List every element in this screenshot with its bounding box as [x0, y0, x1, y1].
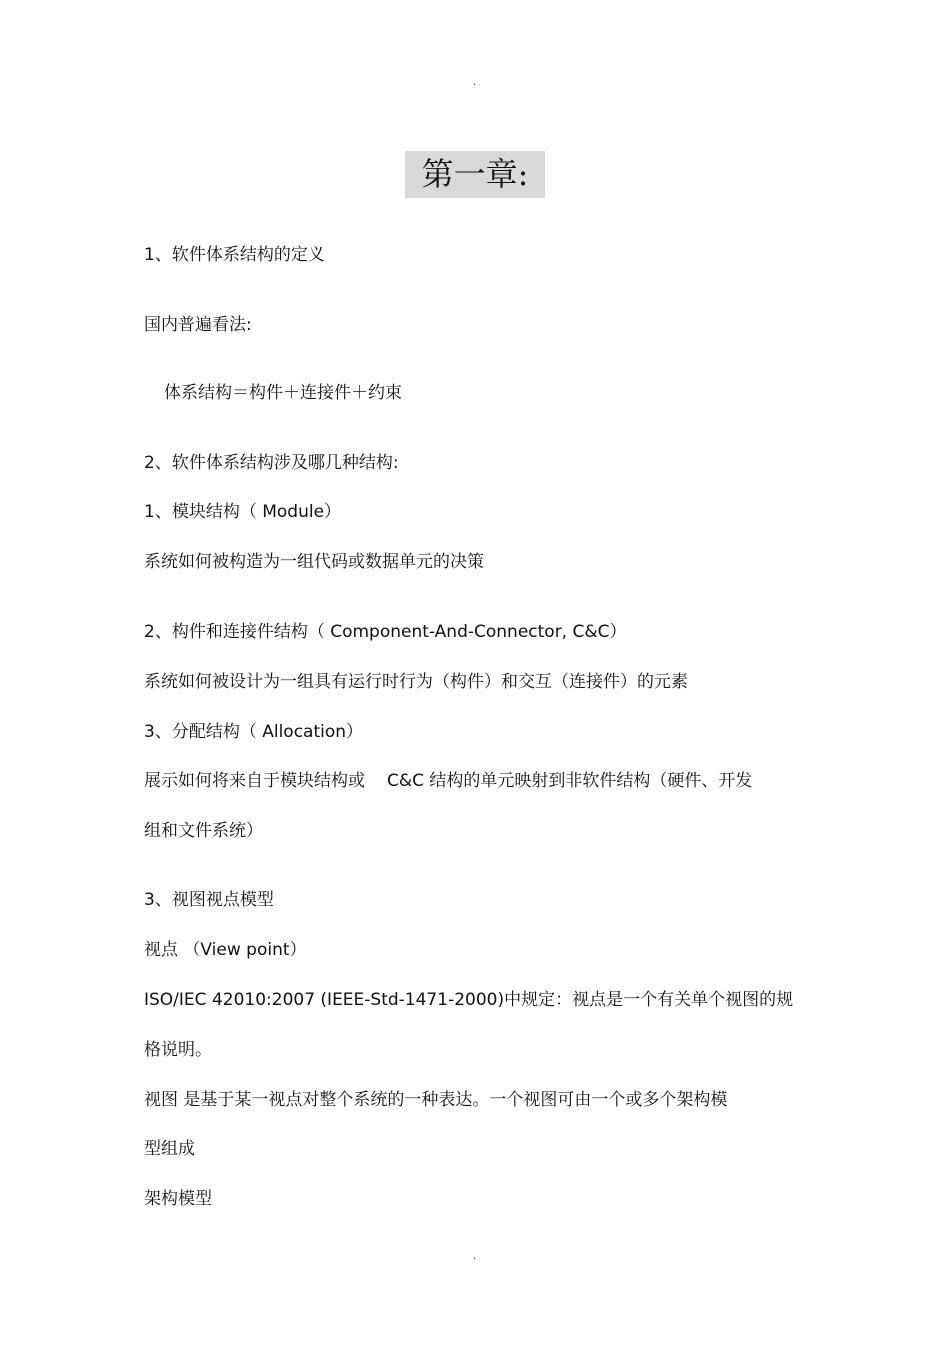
subheading-allocation-structure: 3、分配结构（ Allocation） — [144, 722, 364, 742]
section-heading-viewpoint-model: 3、视图视点模型 — [144, 890, 274, 910]
paragraph-iso-standard-part2: 中规定：视点是一个有关单个视图的规 — [504, 990, 794, 1010]
chapter-title: 第一章: — [405, 151, 545, 198]
paragraph-view-definition: 视图 是基于某一视点对整个系统的一种表达。一个视图可由一个或多个架构模 — [144, 1090, 728, 1110]
subheading-cc-structure: 2、构件和连接件结构（ Component-And-Connector, C&C） — [144, 622, 627, 642]
paragraph-iso-standard — [144, 989, 793, 1011]
paragraph-iso-standard-cont: 格说明。 — [144, 1040, 212, 1060]
paragraph-iso-standard-part1: ISO/IEC 42010:2007 (IEEE-Std-1471-2000) — [144, 990, 505, 1010]
paragraph-allocation-desc-part1: 展示如何将来自于模块结构或 — [144, 771, 365, 791]
section-heading-structures: 2、软件体系结构涉及哪几种结构: — [144, 453, 399, 473]
paragraph-module-desc: 系统如何被构造为一组代码或数据单元的决策 — [144, 552, 484, 572]
paragraph-allocation-desc-part2: C&C 结构的单元映射到非软件结构（硬件、开发 — [387, 771, 753, 791]
paragraph-cc-desc: 系统如何被设计为一组具有运行时行为（构件）和交互（连接件）的元素 — [144, 672, 688, 692]
paragraph-allocation-desc-cont: 组和文件系统） — [144, 821, 263, 841]
paragraph-allocation-desc — [144, 770, 752, 792]
subheading-module-structure: 1、模块结构（ Module） — [144, 502, 342, 522]
subheading-viewpoint: 视点 （View point） — [144, 940, 307, 960]
page-marker-bottom: . — [473, 1251, 477, 1262]
page-marker-top: . — [473, 77, 477, 88]
subheading-architecture-model: 架构模型 — [144, 1189, 212, 1209]
formula-line: 体系结构＝构件＋连接件＋约束 — [164, 383, 402, 403]
paragraph-view-definition-cont: 型组成 — [144, 1139, 195, 1159]
section-heading-definition: 1、软件体系结构的定义 — [144, 245, 325, 265]
paragraph-domestic-view: 国内普遍看法: — [144, 315, 252, 335]
